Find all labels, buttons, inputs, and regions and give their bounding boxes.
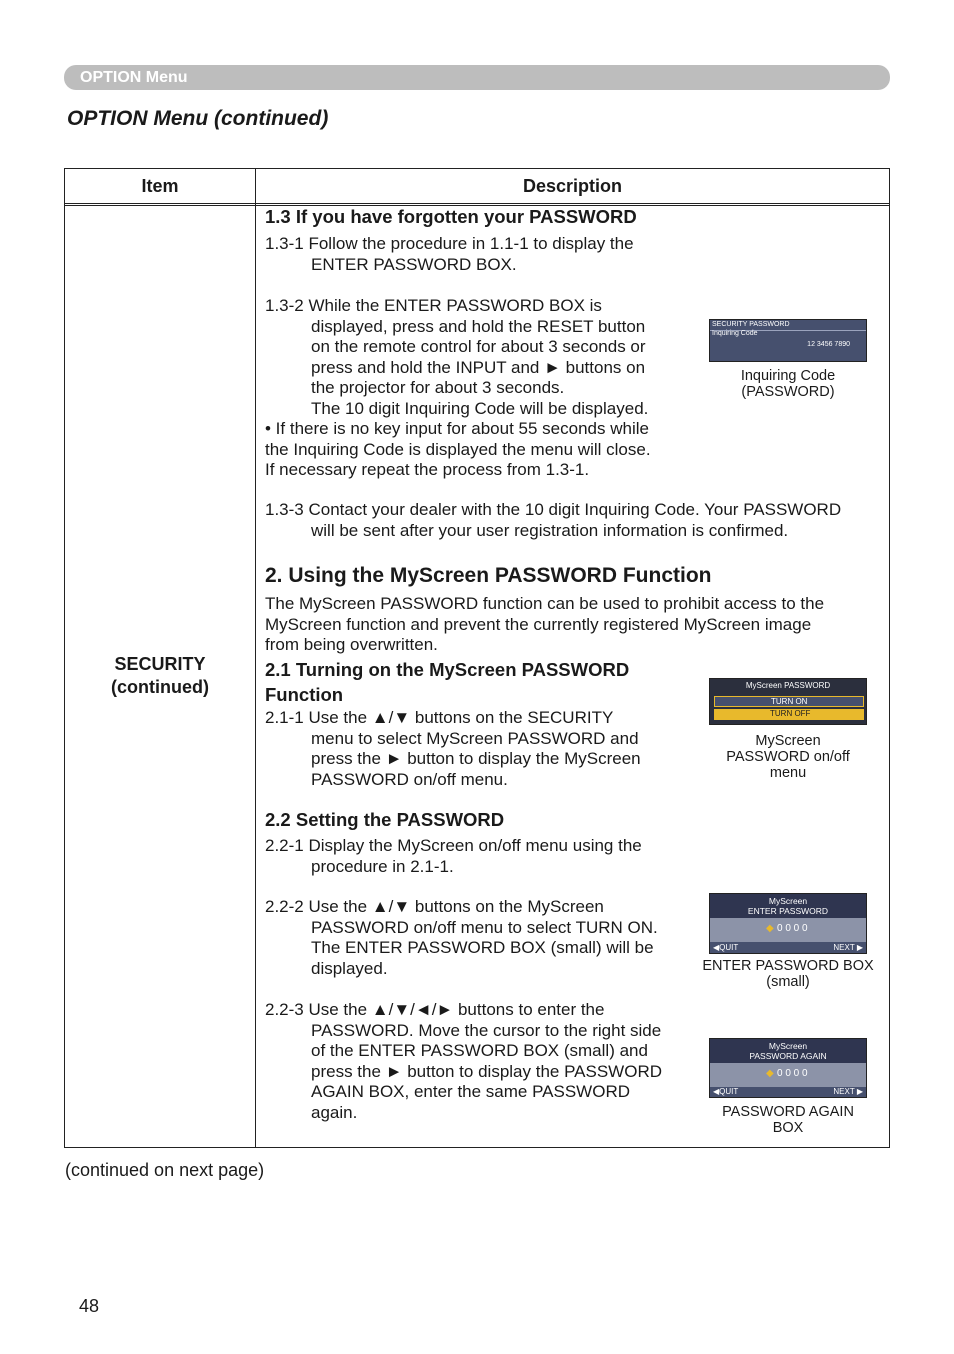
turn-off-option <box>714 709 864 720</box>
text-line: The 10 digit Inquiring Code will be displayed. <box>311 398 649 418</box>
next-hint <box>833 943 863 952</box>
heading-turning-on <box>265 657 629 707</box>
caption-line: MyScreen <box>755 733 821 749</box>
digits-row <box>710 1063 866 1087</box>
screen-header <box>710 894 866 918</box>
myscreen-onoff-screen <box>709 678 867 725</box>
inquiring-code-caption <box>700 368 876 400</box>
text-line: 2.2-2 Use the ▲/▼ buttons on the MyScreen <box>265 897 604 916</box>
column-divider <box>255 169 256 1147</box>
quit-label: QUIT <box>719 1087 739 1096</box>
text-line: ENTER PASSWORD BOX. <box>311 254 517 274</box>
step-1-3-3 <box>265 500 841 541</box>
text-line: displayed, press and hold the RESET button <box>311 316 646 336</box>
inquiring-code-value: 12 3456 7890 <box>807 341 850 348</box>
text-line: 1.3-2 While the ENTER PASSWORD BOX is <box>265 296 602 315</box>
text-line: PASSWORD on/off menu. <box>311 769 508 789</box>
text-line: If necessary repeat the process from 1.3-1. <box>265 460 590 479</box>
text-line: press and hold the INPUT and ► buttons on <box>311 357 646 377</box>
caption-line: BOX <box>772 1120 804 1136</box>
text-line: • If there is no key input for about 55 seconds while <box>265 419 649 438</box>
screen-title: MyScreen <box>768 1041 808 1051</box>
quit-label: QUIT <box>719 943 739 952</box>
option-label: TURN ON <box>771 697 808 706</box>
text-line: displayed. <box>311 958 388 978</box>
screen-header <box>710 1039 866 1063</box>
text-line: again. <box>311 1102 358 1122</box>
caption-line: (PASSWORD) <box>741 384 835 400</box>
text-line: procedure in 2.1-1. <box>311 856 454 876</box>
step-2-2-1 <box>265 836 642 877</box>
caption-line: menu <box>769 765 807 781</box>
step-1-3-1 <box>265 234 634 275</box>
myscreen-onoff-caption <box>700 733 876 781</box>
item-line: (continued) <box>111 677 209 697</box>
step-2-1-1 <box>265 708 641 790</box>
screen-title: MyScreen <box>768 896 808 906</box>
text-line: of the ENTER PASSWORD BOX (small) and <box>311 1041 648 1060</box>
text-line: 1.3-3 Contact your dealer with the 10 digit Inquiring Code. Your PASSWORD <box>265 500 842 519</box>
step-1-3-2 <box>265 296 648 419</box>
caption-line: (small) <box>766 974 810 990</box>
chevron-left-icon: ◀ <box>713 943 720 952</box>
text-line: The ENTER PASSWORD BOX (small) will be <box>311 938 654 957</box>
quit-hint <box>713 943 738 952</box>
text-line: PASSWORD. Move the cursor to the right side <box>311 1020 662 1040</box>
text-line: will be sent after your user registration information is confirmed. <box>311 520 789 540</box>
step-2-2-2 <box>265 897 658 979</box>
next-label: NEXT <box>833 1087 855 1096</box>
cursor-icon: ◆ <box>766 1068 774 1079</box>
page-number: 48 <box>79 1296 100 1316</box>
continued-note: (continued on next page) <box>65 1160 265 1180</box>
note-timeout <box>265 419 651 481</box>
password-digits: 0 0 0 0 <box>777 923 808 934</box>
screen-title: MyScreen PASSWORD <box>745 681 831 690</box>
text-line: 2.2-1 Display the MyScreen on/off menu using the <box>265 836 642 855</box>
password-digits: 0 0 0 0 <box>777 1068 808 1079</box>
heading-myscreen-password: 2. Using the MyScreen PASSWORD Function <box>265 564 712 587</box>
option-label: TURN OFF <box>770 709 811 718</box>
text-line: on the remote control for about 3 seconds or <box>311 337 646 356</box>
turn-on-option <box>714 696 864 707</box>
item-line: SECURITY <box>114 654 206 674</box>
screen-subtitle: ENTER PASSWORD <box>747 906 829 916</box>
column-header-description: Description <box>522 176 623 196</box>
inquiring-code-label: Inquiring Code <box>712 330 758 337</box>
text-line: the projector for about 3 seconds. <box>311 378 565 397</box>
text-line: 2.1 Turning on the MyScreen PASSWORD <box>265 659 630 680</box>
text-line: MyScreen function and prevent the currently registered MyScreen image <box>265 614 812 634</box>
password-again-screen <box>709 1038 867 1098</box>
text-line: The MyScreen PASSWORD function can be used to prohibit access to the <box>265 594 825 613</box>
inquiring-code-screen <box>709 319 867 362</box>
screen-subtitle: PASSWORD AGAIN <box>749 1051 827 1061</box>
section-header-bar <box>64 65 890 90</box>
myscreen-intro <box>265 594 824 656</box>
cursor-icon: ◆ <box>766 923 774 934</box>
text-line: the Inquiring Code is displayed the menu will close. <box>265 439 651 459</box>
text-line: press the ► button to display the PASSWORD <box>311 1061 662 1081</box>
heading-setting-password: 2.2 Setting the PASSWORD <box>265 809 505 830</box>
chevron-right-icon: ▶ <box>856 1087 863 1096</box>
caption-line: PASSWORD on/off <box>726 749 850 765</box>
digits-row <box>710 918 866 942</box>
column-header-item: Item <box>141 176 179 196</box>
item-cell <box>65 653 255 699</box>
caption-line: Inquiring Code <box>740 368 836 384</box>
next-label: NEXT <box>833 943 855 952</box>
heading-forgotten-password: 1.3 If you have forgotten your PASSWORD <box>265 206 637 227</box>
caption-line: ENTER PASSWORD BOX <box>702 958 874 974</box>
enter-password-screen <box>709 893 867 954</box>
text-line: 2.1-1 Use the ▲/▼ buttons on the SECURITY <box>265 708 614 727</box>
text-line: Function <box>265 684 344 705</box>
text-line: 2.2-3 Use the ▲/▼/◄/► buttons to enter the <box>265 1000 605 1019</box>
chevron-left-icon: ◀ <box>713 1087 720 1096</box>
password-again-caption <box>700 1104 876 1136</box>
section-label: OPTION Menu <box>80 69 188 86</box>
step-2-2-3 <box>265 1000 662 1123</box>
page-title: OPTION Menu (continued) <box>67 107 329 130</box>
text-line: menu to select MyScreen PASSWORD and <box>311 728 639 748</box>
text-line: AGAIN BOX, enter the same PASSWORD <box>311 1082 631 1101</box>
enter-password-caption <box>688 958 888 990</box>
text-line: PASSWORD on/off menu to select TURN ON. <box>311 917 658 937</box>
text-line: 1.3-1 Follow the procedure in 1.1-1 to display the <box>265 234 634 253</box>
caption-line: PASSWORD AGAIN <box>722 1104 854 1120</box>
text-line: from being overwritten. <box>265 635 438 654</box>
screen-title: SECURITY PASSWORD <box>712 321 790 328</box>
chevron-right-icon: ▶ <box>856 943 863 952</box>
quit-hint <box>713 1087 738 1096</box>
next-hint <box>833 1087 863 1096</box>
text-line: press the ► button to display the MyScreen <box>311 749 641 768</box>
